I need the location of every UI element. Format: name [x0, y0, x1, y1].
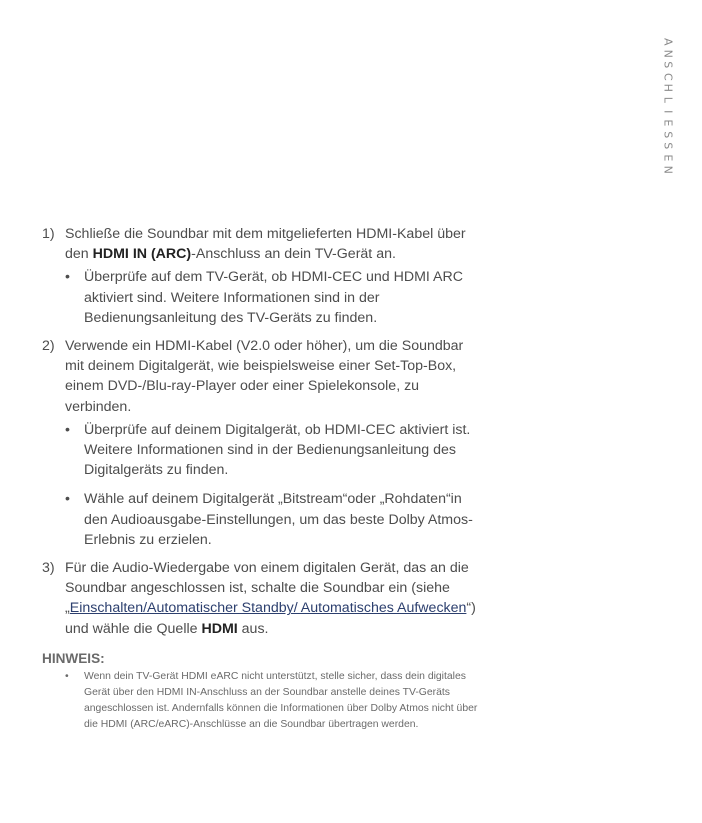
note-list	[42, 669, 482, 734]
source-label: HDMI	[201, 620, 238, 637]
side-letter: A	[661, 38, 675, 46]
side-letter: S	[661, 142, 675, 150]
list-item: • Wähle auf deinem Digitalgerät „Bitstream“oder „Rohdaten“in den Audioausgabe-Einstellungen, um das beste Dolby Atmos-Erlebnis zu erzielen.	[65, 489, 482, 550]
section-tab-label	[662, 36, 673, 175]
side-letter: S	[661, 131, 675, 139]
side-letter: E	[661, 154, 675, 162]
step-text: -Anschluss an dein TV-Gerät an.	[191, 246, 396, 263]
step-3	[42, 558, 482, 639]
bullet-list	[65, 420, 482, 550]
step-text: aus.	[237, 620, 269, 637]
list-item: • Überprüfe auf deinem Digitalgerät, ob HDMI-CEC aktiviert ist. Weitere Informationen sind in der Bedienungsanleitung des Digitalgeräts zu finden.	[65, 420, 482, 481]
port-label: HDMI IN (ARC)	[92, 246, 192, 263]
note-title: HINWEIS:	[42, 650, 105, 666]
side-letter: I	[661, 109, 675, 113]
note-item: • Wenn dein TV-Gerät HDMI eARC nicht unterstützt, stelle sicher, dass dein digitales Gerät über den HDMI IN-Anschluss an der Soundbar anstelle deines TV-Geräts angeschlossen ist. Andernfalls können die Informationen über Dolby Atmos nicht über die HDMI (ARC/eARC)-Anschlüsse an die Soundbar übertragen werden.	[42, 669, 482, 734]
standby-section-link[interactable]: Einschalten/Automatischer Standby/ Automatisches Aufwecken	[69, 600, 467, 617]
list-item: • Überprüfe auf dem TV-Gerät, ob HDMI-CEC und HDMI ARC aktiviert sind. Weitere Informationen sind in der Bedienungsanleitung des TV-Geräts zu finden.	[65, 267, 482, 328]
step-1	[42, 224, 482, 328]
step-text: Verwende ein HDMI-Kabel (V2.0 oder höher), um die Soundbar mit deinem Digitalgerät, wie beispielsweise einer Set-Top-Box, einem DVD-/Blu-ray-Player oder einer Spielekonsole, zu verbinden.	[65, 338, 464, 415]
side-letter: N	[661, 49, 675, 58]
step-number: 2)	[42, 338, 55, 355]
side-letter: E	[661, 119, 675, 127]
step-text: Schließe die Soundbar mit dem mitgelieferten HDMI-Kabel über den	[65, 226, 466, 263]
side-letter: N	[661, 165, 675, 174]
step-number: 1)	[42, 226, 55, 242]
instructions-content	[42, 224, 482, 734]
side-letter: L	[661, 96, 675, 103]
side-letter: S	[661, 61, 675, 69]
step-number: 3)	[42, 560, 55, 577]
step-text: “) und wähle die Quelle	[65, 600, 476, 637]
side-letter: C	[661, 72, 675, 81]
bullet-list	[65, 267, 482, 328]
step-2	[42, 336, 482, 550]
side-letter: H	[661, 84, 675, 93]
step-text: Für die Audio-Wiedergabe von einem digitalen Gerät, das an die Soundbar angeschlossen ist, schalte die Soundbar ein (siehe „	[65, 560, 469, 617]
